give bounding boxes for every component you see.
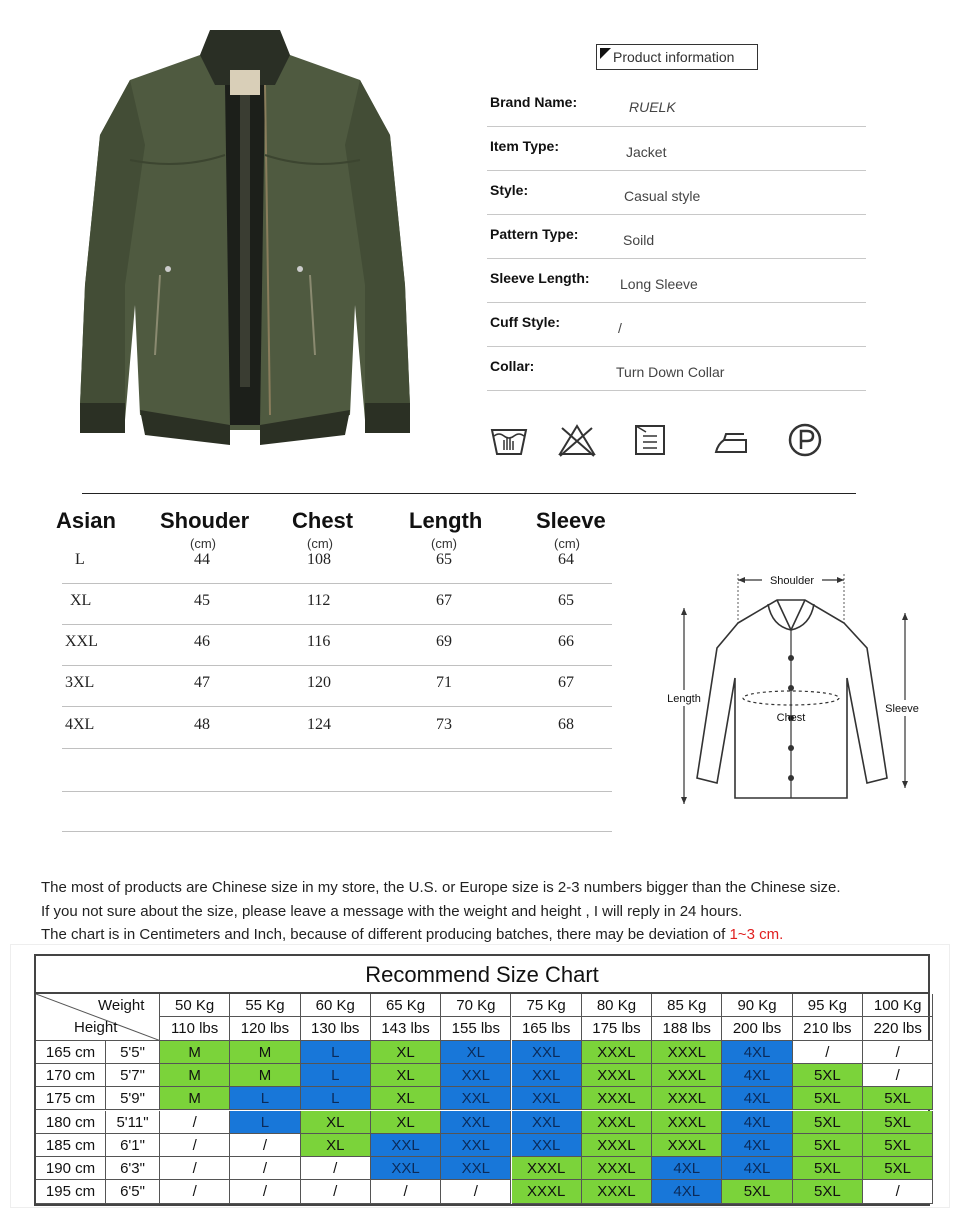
height-ft-cell: 6'1" <box>106 1134 160 1157</box>
height-cm-cell: 185 cm <box>36 1134 106 1157</box>
size-cell: 5XL <box>793 1134 863 1157</box>
note-line-1: The most of products are Chinese size in my store, the U.S. or Europe size is 2-3 numbers bigger than the Chinese size. <box>41 879 841 896</box>
weight-kg-header: 70 Kg <box>441 994 511 1017</box>
size-cell: XXXL <box>582 1041 652 1064</box>
size-cell: XXXL <box>512 1180 582 1203</box>
size-cell: M <box>160 1087 230 1110</box>
sleeve-label: Sleeve <box>885 703 919 715</box>
size-cell: XXXL <box>652 1087 722 1110</box>
shoulder-label: Shoulder <box>769 575 815 587</box>
weight-lbs-header: 130 lbs <box>301 1017 371 1040</box>
length-label: Length <box>667 693 701 705</box>
size-cell: 4XL <box>652 1180 722 1203</box>
weight-kg-header: 80 Kg <box>582 994 652 1017</box>
weight-kg-header: 90 Kg <box>722 994 792 1017</box>
size-cell: XXXL <box>582 1180 652 1203</box>
note-line-3: The chart is in Centimeters and Inch, because of different producing batches, there may be deviation of 1~3 cm. <box>41 926 784 943</box>
info-row-sleeve-length: Sleeve Length: Long Sleeve <box>487 259 866 303</box>
size-cell: XXL <box>512 1087 582 1110</box>
note-line-2: If you not sure about the size, please leave a message with the weight and height , I will reply in 24 hours. <box>41 903 743 920</box>
col-header-sleeve: Sleeve <box>536 508 606 533</box>
size-cell: M <box>160 1041 230 1064</box>
size-cell: / <box>160 1134 230 1157</box>
size-cell: 4XL <box>722 1157 792 1180</box>
size-cell: / <box>230 1180 300 1203</box>
height-cm-cell: 175 cm <box>36 1087 106 1110</box>
height-ft-cell: 5'5" <box>106 1041 160 1064</box>
size-cell: / <box>863 1180 933 1203</box>
size-cell: XXXL <box>582 1134 652 1157</box>
size-cell: XXXL <box>582 1111 652 1134</box>
size-cell: XL <box>371 1064 441 1087</box>
size-cell: XXL <box>371 1157 441 1180</box>
size-cell: M <box>230 1064 300 1087</box>
table-row: L 44 108 65 64 <box>62 543 612 584</box>
height-ft-cell: 6'5" <box>106 1180 160 1203</box>
unit-label: (cm) <box>190 536 216 551</box>
size-cell: 5XL <box>863 1111 933 1134</box>
size-cell: L <box>230 1087 300 1110</box>
weight-kg-header: 60 Kg <box>301 994 371 1017</box>
size-cell: XXL <box>512 1064 582 1087</box>
size-cell: XL <box>301 1134 371 1157</box>
size-cell: XXXL <box>652 1134 722 1157</box>
table-row: 3XL 47 120 71 67 <box>62 666 612 707</box>
size-cell: 5XL <box>793 1064 863 1087</box>
weight-lbs-header: 220 lbs <box>863 1017 933 1040</box>
weight-kg-header: 50 Kg <box>160 994 230 1017</box>
col-header-asian: Asian <box>56 508 116 533</box>
size-cell: XXXL <box>582 1157 652 1180</box>
height-cm-cell: 165 cm <box>36 1041 106 1064</box>
weight-height-corner <box>36 994 160 1041</box>
size-cell: L <box>230 1111 300 1134</box>
height-ft-cell: 5'9" <box>106 1087 160 1110</box>
size-cell: L <box>301 1064 371 1087</box>
size-cell: XXXL <box>582 1064 652 1087</box>
size-cell: XL <box>441 1041 511 1064</box>
info-row-item-type: Item Type: Jacket <box>487 127 866 171</box>
weight-kg-header: 100 Kg <box>863 994 933 1017</box>
weight-lbs-header: 188 lbs <box>652 1017 722 1040</box>
size-cell: 5XL <box>793 1087 863 1110</box>
size-cell: 5XL <box>793 1157 863 1180</box>
size-cell: / <box>863 1041 933 1064</box>
deviation-value: 1~3 cm. <box>729 926 784 943</box>
size-cell: / <box>301 1180 371 1203</box>
size-cell: 5XL <box>793 1180 863 1203</box>
iron-icon <box>710 420 752 460</box>
size-cell: XL <box>301 1111 371 1134</box>
size-cell: 4XL <box>722 1111 792 1134</box>
weight-lbs-header: 155 lbs <box>441 1017 511 1040</box>
size-cell: 4XL <box>722 1064 792 1087</box>
weight-kg-header: 95 Kg <box>793 994 863 1017</box>
size-cell: 5XL <box>722 1180 792 1203</box>
weight-lbs-header: 165 lbs <box>512 1017 582 1040</box>
weight-kg-header: 85 Kg <box>652 994 722 1017</box>
size-cell: XXL <box>441 1087 511 1110</box>
size-cell: XXL <box>512 1111 582 1134</box>
size-cell: M <box>230 1041 300 1064</box>
size-cell: XL <box>371 1087 441 1110</box>
weight-label: Weight <box>98 997 145 1014</box>
weight-kg-header: 65 Kg <box>371 994 441 1017</box>
size-cell: XXXL <box>652 1064 722 1087</box>
height-ft-cell: 6'3" <box>106 1157 160 1180</box>
weight-kg-header: 75 Kg <box>512 994 582 1017</box>
height-label: Height <box>74 1019 118 1036</box>
size-cell: XXL <box>441 1134 511 1157</box>
size-cell: 5XL <box>793 1111 863 1134</box>
size-cell: XXL <box>441 1111 511 1134</box>
size-cell: / <box>371 1180 441 1203</box>
size-cell: / <box>863 1064 933 1087</box>
size-cell: L <box>301 1087 371 1110</box>
size-cell: 4XL <box>722 1087 792 1110</box>
size-cell: / <box>160 1180 230 1203</box>
height-ft-cell: 5'11" <box>106 1111 160 1134</box>
height-ft-cell: 5'7" <box>106 1064 160 1087</box>
col-header-length: Length <box>409 508 483 533</box>
size-cell: / <box>441 1180 511 1203</box>
size-cell: / <box>230 1157 300 1180</box>
size-cell: XXXL <box>652 1111 722 1134</box>
unit-label: (cm) <box>307 536 333 551</box>
flag-icon <box>600 48 611 59</box>
size-cell: 4XL <box>652 1157 722 1180</box>
size-cell: M <box>160 1064 230 1087</box>
recommend-chart-title: Recommend Size Chart <box>36 956 928 994</box>
size-cell: XXL <box>512 1134 582 1157</box>
unit-label: (cm) <box>431 536 457 551</box>
dry-clean-p-icon <box>785 420 827 460</box>
dry-flat-icon <box>630 420 672 460</box>
table-empty-line <box>62 831 612 832</box>
size-cell: XL <box>371 1041 441 1064</box>
size-cell: L <box>301 1041 371 1064</box>
info-row-pattern-type: Pattern Type: Soild <box>487 215 866 259</box>
table-row: XXL 46 116 69 66 <box>62 625 612 666</box>
size-cell: XXL <box>441 1064 511 1087</box>
product-info-title: Product information <box>596 44 758 70</box>
table-row: 4XL 48 124 73 68 <box>62 708 612 749</box>
jacket-product-photo <box>60 25 430 455</box>
info-row-cuff-style: Cuff Style: / <box>487 303 866 347</box>
size-cell: 5XL <box>863 1157 933 1180</box>
weight-lbs-header: 210 lbs <box>793 1017 863 1040</box>
height-cm-cell: 195 cm <box>36 1180 106 1203</box>
table-row: XL 45 112 67 65 <box>62 584 612 625</box>
size-cell: XXXL <box>582 1087 652 1110</box>
size-cell: 4XL <box>722 1041 792 1064</box>
weight-lbs-header: 175 lbs <box>582 1017 652 1040</box>
info-row-brand: Brand Name: RUELK <box>487 83 866 127</box>
unit-label: (cm) <box>554 536 580 551</box>
size-cell: / <box>301 1157 371 1180</box>
size-cell: / <box>160 1157 230 1180</box>
col-header-chest: Chest <box>292 508 354 533</box>
weight-kg-header: 55 Kg <box>230 994 300 1017</box>
weight-lbs-header: 143 lbs <box>371 1017 441 1040</box>
size-cell: XXXL <box>512 1157 582 1180</box>
height-cm-cell: 170 cm <box>36 1064 106 1087</box>
height-cm-cell: 180 cm <box>36 1111 106 1134</box>
weight-lbs-header: 110 lbs <box>160 1017 230 1040</box>
measurement-diagram <box>662 568 924 810</box>
col-header-shoulder: Shouder <box>160 508 250 533</box>
size-cell: XXXL <box>652 1041 722 1064</box>
size-cell: XL <box>371 1111 441 1134</box>
chest-label: Chest <box>776 712 806 724</box>
size-cell: / <box>230 1134 300 1157</box>
size-cell: 5XL <box>863 1134 933 1157</box>
size-cell: XXL <box>512 1041 582 1064</box>
size-cell: 4XL <box>722 1134 792 1157</box>
info-row-collar: Collar: Turn Down Collar <box>487 347 866 391</box>
size-cell: / <box>793 1041 863 1064</box>
size-cell: XXL <box>441 1157 511 1180</box>
weight-lbs-header: 120 lbs <box>230 1017 300 1040</box>
weight-lbs-header: 200 lbs <box>722 1017 792 1040</box>
hand-wash-icon <box>488 420 530 460</box>
size-cell: 5XL <box>863 1087 933 1110</box>
size-cell: XXL <box>371 1134 441 1157</box>
recommend-size-chart <box>34 954 930 1206</box>
table-empty-line <box>62 791 612 792</box>
info-row-style: Style: Casual style <box>487 171 866 215</box>
section-divider <box>82 493 856 494</box>
size-cell: / <box>160 1111 230 1134</box>
do-not-bleach-icon <box>556 420 598 460</box>
height-cm-cell: 190 cm <box>36 1157 106 1180</box>
